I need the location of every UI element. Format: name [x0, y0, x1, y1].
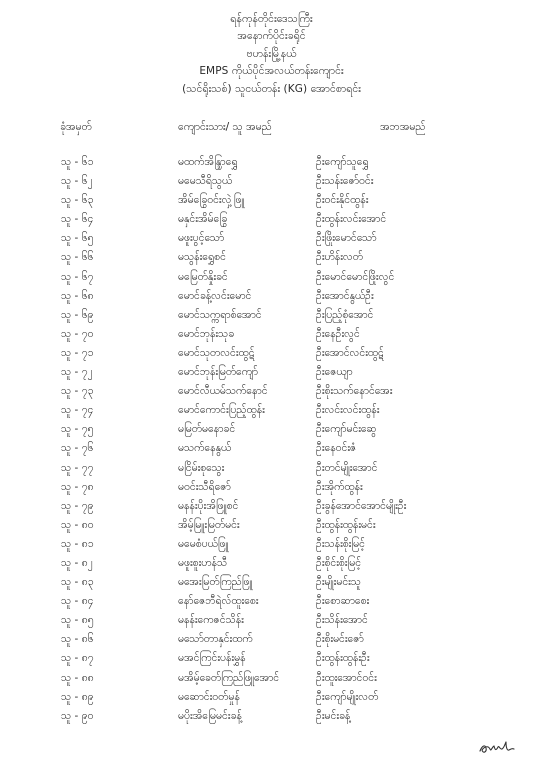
student-number: သူ - ၇၂	[61, 366, 93, 379]
student-row	[0, 153, 543, 172]
student-row	[0, 478, 543, 497]
father-name: ဦးစိုးသက်နောင်အေး	[316, 385, 393, 398]
father-name: ဦးထူးအောင်ဝင်း	[316, 671, 377, 684]
student-row	[0, 649, 543, 668]
student-name: မမြတ်မနောခင်	[178, 423, 236, 436]
father-name: ဦးကျော်မင်းဆွေ	[316, 423, 377, 436]
father-name: ဦးထွန်းထွန်းမင်း	[316, 518, 376, 531]
student-number: သူ - ၇၆	[61, 442, 94, 455]
father-name: ဦးကျော်မျိုးလတ်	[316, 690, 379, 703]
student-number: သူ - ၆၇	[61, 270, 94, 283]
student-row	[0, 516, 543, 535]
student-row	[0, 554, 543, 573]
student-name: မငြိမ်းစုသွေး	[178, 461, 225, 474]
column-header-number: ခုံအမှတ်	[60, 121, 92, 133]
student-row	[0, 459, 543, 478]
student-row	[0, 172, 543, 191]
student-name: မသက်နေနွယ်	[178, 442, 232, 455]
father-name: ဦးနေဝင်းဇံ	[316, 442, 357, 455]
student-row	[0, 210, 543, 229]
father-name: ဦးဖြိုးမောင်သော်	[316, 232, 377, 245]
student-name: မောင်ခန့်လင်းမောင်	[178, 289, 252, 302]
father-name: ဦးတင်မျိုးအောင်	[316, 461, 378, 474]
father-name: ဦးသိန်းအောင်	[316, 614, 368, 627]
father-name: ဦးသန်းစိုးမြင့်	[316, 537, 365, 550]
signature	[478, 738, 516, 758]
student-name: မမြေတ်နှိုးခင်	[178, 270, 228, 283]
student-row	[0, 688, 543, 707]
student-number: သူ - ၆၆	[61, 251, 94, 264]
student-name: မောင်သုတလင်းထွဋ်	[178, 346, 255, 359]
student-name: နော်ဇေဘီရဲလ်ထူးစေး	[178, 595, 259, 608]
student-row	[0, 707, 543, 726]
student-name: မပိုးအိမြေမင်းခန့်	[178, 709, 242, 722]
student-name: မမေစံပယ်ဖြူ	[178, 537, 229, 550]
student-name: မောင်ကောင်းပြည့်ထွန်း	[178, 404, 265, 417]
student-row	[0, 573, 543, 592]
father-name: ဦးသန်းဇော်ဝင်း	[316, 175, 374, 188]
student-number: သူ - ၇၇	[61, 461, 94, 474]
student-row	[0, 268, 543, 287]
student-row	[0, 611, 543, 630]
student-row	[0, 287, 543, 306]
student-name: မသွန်းရွှေစင်	[178, 251, 226, 264]
header-list-title: (သင်ရိုးသစ်) သူငယ်တန်း (KG) အောင်စာရင်း	[182, 82, 361, 95]
student-name: မသော်တာနှင်းထက်	[178, 633, 253, 646]
student-row	[0, 382, 543, 401]
header-township: ဗဟန်းမြို့နယ်	[246, 47, 297, 60]
student-name: မဖူးစူးဟန်သီ	[178, 556, 228, 569]
student-row	[0, 420, 543, 439]
student-number: သူ - ၈၇	[61, 652, 94, 665]
student-name: မဖူးပွင့်သော်	[178, 232, 225, 245]
father-name: ဦးဇေယျာ	[316, 366, 353, 379]
father-name: ဦးစိုးမင်းဇော်	[316, 633, 364, 646]
student-name: မအိမ့်ခေတ်ကြည်ဖြူအောင်	[178, 671, 280, 684]
student-name: မောင်ဘုန်းသုခ	[178, 327, 235, 340]
student-number: သူ - ၉၀	[61, 709, 94, 722]
father-name: ဦးအိုက်ထွန်း	[316, 480, 363, 493]
student-number: သူ - ၇၁	[61, 346, 94, 359]
student-number: သူ - ၈၂	[61, 556, 93, 569]
father-name: ဦးဟိန်းလတ်	[316, 251, 363, 264]
student-row	[0, 306, 543, 325]
student-number: သူ - ၆၂	[61, 175, 93, 188]
student-row	[0, 363, 543, 382]
student-number: သူ - ၈၄	[61, 595, 94, 608]
document-header	[0, 11, 543, 98]
father-name: ဦးလင်းလင်းထွန်း	[316, 404, 380, 417]
student-name: မဆောင်းဝတ်မှုန်	[178, 690, 240, 703]
student-number: သူ - ၈၈	[61, 671, 94, 684]
student-name: မောင်ဘုန်းမြတ်ကျော်	[178, 366, 258, 379]
student-number: သူ - ၈၁	[61, 537, 94, 550]
student-number: သူ - ၆၁	[61, 156, 94, 168]
column-header-father: အဘအမည်	[380, 121, 426, 133]
student-row	[0, 325, 543, 344]
student-number: သူ - ၇၃	[61, 385, 94, 398]
father-name: ဦးကျော်သူရွှေ	[316, 156, 369, 168]
student-row	[0, 592, 543, 611]
student-row	[0, 439, 543, 458]
student-name: မောင်သက္ကရာစ်အောင်	[178, 308, 262, 321]
student-name: မအေးမြတ်ကြည်ဖြူ	[178, 576, 253, 589]
student-number: သူ - ၆၈	[61, 289, 94, 302]
student-name: မအင်ကြင်းပန်းမွှန်	[178, 652, 246, 665]
student-number: သူ - ၇၀	[61, 327, 94, 340]
student-number: သူ - ၈၃	[61, 576, 94, 589]
father-name: ဦးထွန်းလင်းအောင်	[316, 213, 387, 226]
student-name: မမေသီရိသွယ်	[178, 175, 233, 188]
father-name: ဦးစောဆာစေး	[316, 595, 370, 608]
student-row	[0, 248, 543, 267]
student-row	[0, 535, 543, 554]
father-name: ဦးအောင်နွယ်ဦး	[316, 289, 374, 302]
student-name: မနှင်းအိမ်ခြွေ	[178, 213, 228, 226]
student-row	[0, 497, 543, 516]
student-name: မနန်းကေဇင်သိန်း	[178, 614, 244, 627]
student-number: သူ - ၇၈	[61, 480, 94, 493]
header-region: ရန်ကုန်တိုင်းဒေသကြီး	[230, 13, 313, 25]
student-name: မောင်လီယမ်သက်နောင်	[178, 385, 268, 398]
student-number: သူ - ၈၆	[61, 633, 94, 646]
student-number: သူ - ၇၅	[61, 423, 94, 436]
father-name: ဦးမင်းခန့်	[316, 709, 351, 722]
father-name: ဦးမောင်မောင်ဖြိုးလွင်	[316, 270, 395, 283]
header-school: EMPS ကိုယ်ပိုင်အလယ်တန်းကျောင်း	[199, 65, 344, 78]
student-name: အိမ်ခြွေဝင်းလှဲ့ဖြူ	[178, 194, 245, 207]
student-row	[0, 191, 543, 210]
father-name: ဦးထွန်းထွန်းဦး	[316, 652, 370, 665]
father-name: ဦးပြည့်စုံအောင်	[316, 308, 374, 321]
father-name: ဦးအောင်လင်းထွဋ်	[316, 346, 384, 359]
student-row	[0, 344, 543, 363]
student-number: သူ - ၈၀	[61, 518, 94, 531]
student-name: မထက်အိန္ဒြာရွှေ	[178, 156, 238, 168]
column-headers	[0, 121, 543, 139]
column-header-name: ကျောင်းသား/ သူ အမည်	[178, 121, 272, 133]
header-district: အနောက်ပိုင်းခရိုင်	[237, 30, 306, 43]
student-list	[0, 153, 543, 726]
student-number: သူ - ၆၃	[61, 194, 94, 207]
student-number: သူ - ၇၄	[61, 404, 94, 417]
student-row	[0, 229, 543, 248]
father-name: ဦးစိုင်းစိုးမြင့်	[316, 556, 362, 569]
student-row	[0, 401, 543, 420]
father-name: ဦးဝင်းနိုင်ထွန်း	[316, 194, 369, 207]
student-name: မဝင်းသီရိဇော်	[178, 480, 231, 493]
student-number: သူ - ၈၉	[61, 690, 94, 703]
student-number: သူ - ၆၉	[61, 308, 94, 321]
student-number: သူ - ၈၅	[61, 614, 94, 627]
student-name: အိမ့်မြူးမြတ်မင်း	[178, 518, 240, 531]
father-name: ဦးခွန်အောင်အောင်မျိုးဦး	[316, 499, 407, 512]
father-name: ဦးမျိုးမင်းသူ	[316, 576, 361, 589]
father-name: ဦးနေဦးလွင်	[316, 327, 360, 340]
student-row	[0, 669, 543, 688]
student-number: သူ - ၇၉	[61, 499, 94, 512]
student-name: မနန်းပိုးအိဖြူစင်	[178, 499, 239, 512]
student-row	[0, 630, 543, 649]
student-number: သူ - ၆၅	[61, 232, 94, 245]
student-number: သူ - ၆၄	[61, 213, 94, 226]
